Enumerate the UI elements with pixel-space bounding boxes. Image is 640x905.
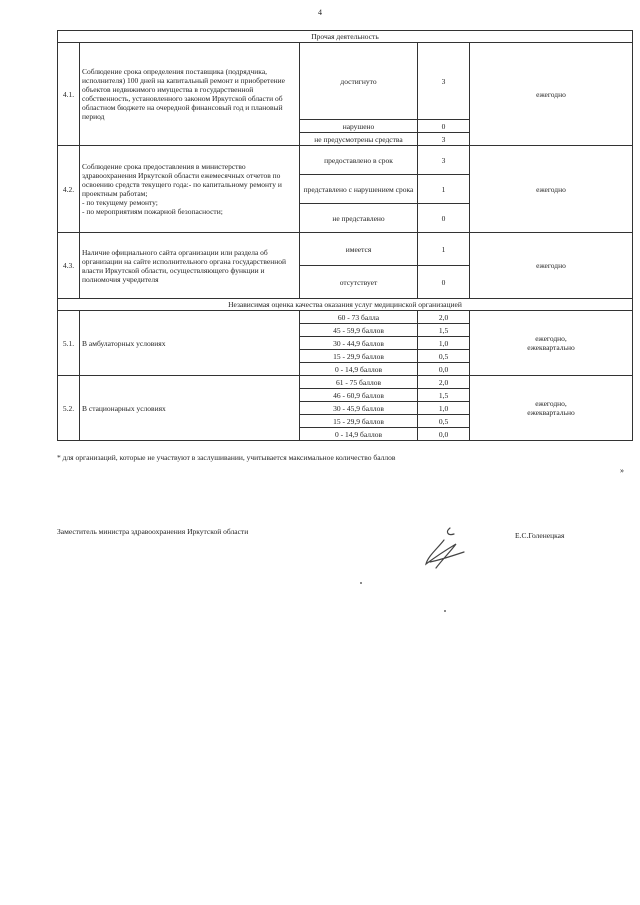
section-title: Прочая деятельность [58,31,633,43]
score-cell: 0 [418,120,470,133]
period-cell: ежегодно, ежеквартально [470,376,633,441]
criterion-cell: 45 - 59,9 баллов [300,324,418,337]
table-row [58,233,633,266]
period-cell: ежегодно [470,233,633,299]
criterion-cell: 61 - 75 баллов [300,376,418,389]
score-cell: 3 [418,133,470,146]
item-description: Соблюдение срока определения поставщика (подрядчика, исполнителя) 100 дней на капитальный ремонт и приобретение объектов недвижимого имущества в государственной собственность, установленного законом Иркутской области об областном бюджете на очередной финансовый год и плановый период [80,43,300,146]
handwritten-signature [420,522,470,572]
criterion-cell: не предусмотрены средства [300,133,418,146]
score-cell: 1 [418,175,470,204]
score-cell: 2,0 [418,311,470,324]
signer-position: Заместитель министра здравоохранения Иркутской области [57,527,249,536]
scan-speck [444,610,446,612]
score-cell: 1,0 [418,402,470,415]
criterion-cell: представлено с нарушением срока [300,175,418,204]
score-cell: 0 [418,266,470,299]
period-cell: ежегодно, ежеквартально [470,311,633,376]
closing-quote: » [620,466,624,475]
item-description: В амбулаторных условиях [80,311,300,376]
section-header-row [58,299,633,311]
score-cell: 1,5 [418,389,470,402]
item-number: 4.1. [58,43,80,146]
item-description: Наличие официального сайта организации или раздела об организации на сайте исполнительного органа государственной власти Иркутской области, осуществляющего функции и полномочия учредителя [80,233,300,299]
period-cell: ежегодно [470,146,633,233]
score-cell: 0 [418,204,470,233]
scan-speck [360,582,362,584]
table-row [58,376,633,389]
page-number: 4 [318,8,322,17]
criterion-cell: достигнуто [300,43,418,120]
item-number: 5.1. [58,311,80,376]
section-title: Независимая оценка качества оказания услуг медицинской организацией [58,299,633,311]
score-cell: 1 [418,233,470,266]
table-row [58,311,633,324]
item-description: Соблюдение срока предоставления в министерство здравоохранения Иркутской области ежемесячных отчетов по освоению средств текущего года:- по капитальному ремонту и проектным работам; - по текущему ремонту; - по мероприятиям пожарной безопасности; [80,146,300,233]
criterion-cell: предоставлено в срок [300,146,418,175]
table-row [58,43,633,120]
section-header-row [58,31,633,43]
criterion-cell: 15 - 29,9 баллов [300,350,418,363]
table-row [58,146,633,175]
item-number: 4.3. [58,233,80,299]
item-description: В стационарных условиях [80,376,300,441]
score-cell: 0,5 [418,415,470,428]
criterion-cell: 0 - 14,9 баллов [300,363,418,376]
footnote: * для организаций, которые не участвуют в заслушивании, учитывается максимальное количество баллов [57,453,396,462]
period-cell: ежегодно [470,43,633,146]
score-cell: 0,0 [418,428,470,441]
score-cell: 0,0 [418,363,470,376]
criterion-cell: 46 - 60,9 баллов [300,389,418,402]
criterion-cell: отсутствует [300,266,418,299]
score-cell: 0,5 [418,350,470,363]
score-cell: 3 [418,43,470,120]
criterion-cell: нарушено [300,120,418,133]
signer-name: Е.С.Голенецкая [515,531,565,540]
criterion-cell: 30 - 45,9 баллов [300,402,418,415]
score-cell: 3 [418,146,470,175]
criteria-table [57,30,633,441]
criterion-cell: 0 - 14,9 баллов [300,428,418,441]
criterion-cell: имеется [300,233,418,266]
score-cell: 2,0 [418,376,470,389]
score-cell: 1,0 [418,337,470,350]
criterion-cell: не представлено [300,204,418,233]
item-number: 4.2. [58,146,80,233]
criterion-cell: 30 - 44,9 баллов [300,337,418,350]
item-number: 5.2. [58,376,80,441]
criterion-cell: 15 - 29,9 баллов [300,415,418,428]
score-cell: 1,5 [418,324,470,337]
criterion-cell: 60 - 73 балла [300,311,418,324]
